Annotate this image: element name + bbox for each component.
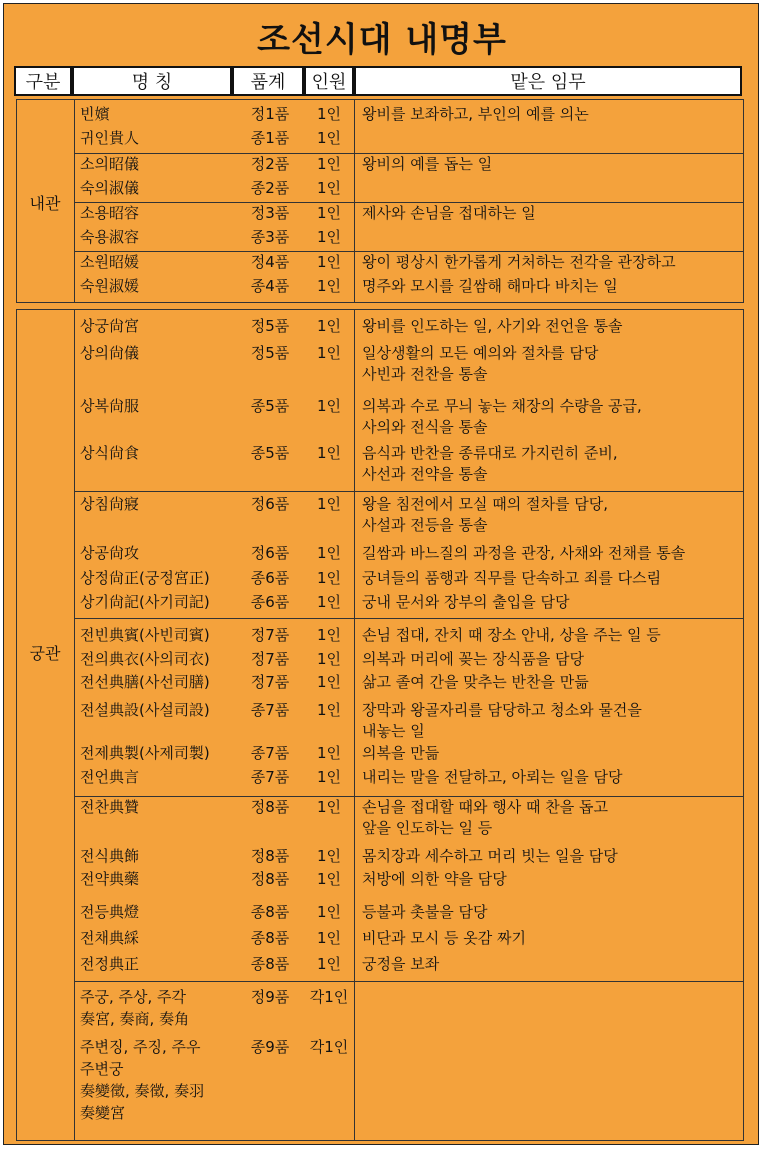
row-name: 상궁尙宮 — [80, 317, 139, 335]
row-rank: 정5품 — [250, 344, 290, 362]
header-duty: 맡은 임무 — [354, 66, 742, 96]
section-label-palace: 궁관 — [29, 644, 61, 663]
row-count: 1인 — [316, 593, 342, 611]
row-duty: 처방에 의한 약을 담당 — [362, 870, 507, 888]
row-name: 전의典衣(사의司衣) — [80, 650, 210, 668]
row-name: 상기尙記(사기司記) — [80, 593, 210, 611]
document-page — [3, 3, 759, 1145]
row-duty: 궁정을 보좌 — [362, 955, 440, 973]
row-rank: 종6품 — [250, 569, 290, 587]
group-divider — [74, 981, 744, 982]
row-rank: 정9품 — [250, 988, 290, 1006]
divider — [354, 309, 355, 1141]
row-rank: 정6품 — [250, 544, 290, 562]
row-name: 소용昭容 — [80, 204, 139, 222]
header-count: 인원 — [304, 66, 354, 96]
row-name: 주변징, 주징, 주우 — [80, 1038, 201, 1056]
row-rank: 정7품 — [250, 650, 290, 668]
row-name: 상정尙正(궁정宮正) — [80, 569, 210, 587]
row-name: 상복尙服 — [80, 397, 139, 415]
row-duty: 음식과 반찬을 종류대로 가지런히 준비, — [362, 444, 618, 462]
row-name: 전등典燈 — [80, 903, 139, 921]
row-count: 1인 — [316, 569, 342, 587]
row-rank: 종7품 — [250, 744, 290, 762]
row-rank: 정8품 — [250, 798, 290, 816]
row-duty: 궁내 문서와 장부의 출입을 담당 — [362, 593, 570, 611]
divider — [74, 309, 75, 1141]
row-name: 상공尙攻 — [80, 544, 139, 562]
row-name: 숙의淑儀 — [80, 179, 139, 197]
row-rank: 종6품 — [250, 593, 290, 611]
row-rank: 종3품 — [250, 228, 290, 246]
row-count: 1인 — [316, 744, 342, 762]
row-duty: 삶고 졸여 간을 맞추는 반찬을 만듦 — [362, 673, 589, 691]
row-name: 奏宮, 奏商, 奏角 — [80, 1010, 190, 1028]
row-count: 1인 — [316, 870, 342, 888]
row-name: 숙원淑媛 — [80, 277, 139, 295]
row-name: 전빈典賓(사빈司賓) — [80, 626, 210, 644]
row-count: 1인 — [316, 179, 342, 197]
row-rank: 종2품 — [250, 179, 290, 197]
row-duty: 일상생활의 모든 예의와 절차를 담당 — [362, 344, 599, 362]
row-duty: 손님을 접대할 때와 행사 때 찬을 돕고 — [362, 798, 608, 816]
row-name: 전식典飾 — [80, 847, 139, 865]
row-duty: 사빈과 전찬을 통솔 — [362, 365, 488, 383]
row-rank: 정8품 — [250, 847, 290, 865]
row-rank: 종8품 — [250, 955, 290, 973]
row-rank: 정4품 — [250, 253, 290, 271]
row-duty: 의복과 머리에 꽂는 장식품을 담당 — [362, 650, 584, 668]
row-duty: 왕비를 인도하는 일, 사기와 전언을 통솔 — [362, 317, 623, 335]
row-count: 1인 — [316, 155, 342, 173]
row-rank: 정7품 — [250, 673, 290, 691]
row-rank: 종7품 — [250, 768, 290, 786]
row-name: 주변궁 — [80, 1060, 124, 1078]
section-label-inner: 내관 — [29, 194, 61, 213]
row-count: 1인 — [316, 397, 342, 415]
row-rank: 정8품 — [250, 870, 290, 888]
row-duty: 왕을 침전에서 모실 때의 절차를 담당, — [362, 495, 608, 513]
row-name: 전찬典贊 — [80, 798, 139, 816]
page-title: 조선시대 내명부 — [257, 20, 507, 60]
row-count: 1인 — [316, 105, 342, 123]
row-count: 1인 — [316, 673, 342, 691]
row-rank: 정2품 — [250, 155, 290, 173]
row-name: 상의尙儀 — [80, 344, 139, 362]
row-name: 전설典設(사설司設) — [80, 701, 210, 719]
row-count: 1인 — [316, 495, 342, 513]
row-count: 1인 — [316, 544, 342, 562]
row-count: 1인 — [316, 929, 342, 947]
row-rank: 정6품 — [250, 495, 290, 513]
row-rank: 정5품 — [250, 317, 290, 335]
row-duty: 왕비의 예를 돕는 일 — [362, 155, 493, 173]
row-name: 상식尙食 — [80, 444, 139, 462]
row-rank: 정1품 — [250, 105, 290, 123]
row-name: 귀인貴人 — [80, 129, 139, 147]
row-duty: 의복을 만듦 — [362, 744, 440, 762]
row-rank: 종8품 — [250, 929, 290, 947]
row-name: 전선典膳(사선司膳) — [80, 673, 210, 691]
row-count: 1인 — [316, 626, 342, 644]
row-rank: 정3품 — [250, 204, 290, 222]
header-name: 명 칭 — [72, 66, 232, 96]
row-count: 1인 — [316, 768, 342, 786]
row-rank: 정7품 — [250, 626, 290, 644]
row-name: 전채典綵 — [80, 929, 139, 947]
row-rank: 종9품 — [250, 1038, 290, 1056]
row-duty: 길쌈과 바느질의 과정을 관장, 사채와 전채를 통솔 — [362, 544, 686, 562]
row-duty: 앞을 인도하는 일 등 — [362, 819, 493, 837]
row-duty: 왕비를 보좌하고, 부인의 예를 의논 — [362, 105, 589, 123]
row-name: 소원昭媛 — [80, 253, 139, 271]
row-count: 1인 — [316, 903, 342, 921]
row-rank: 종1품 — [250, 129, 290, 147]
row-duty: 명주와 모시를 길쌈해 해마다 바치는 일 — [362, 277, 618, 295]
row-name: 빈嬪 — [80, 105, 110, 123]
row-count: 1인 — [316, 317, 342, 335]
row-duty: 왕이 평상시 한가롭게 거처하는 전각을 관장하고 — [362, 253, 676, 271]
row-name: 숙용淑容 — [80, 228, 139, 246]
group-divider — [74, 491, 744, 492]
row-duty: 장막과 왕골자리를 담당하고 청소와 물건을 — [362, 701, 642, 719]
row-count: 1인 — [316, 277, 342, 295]
row-count: 1인 — [316, 955, 342, 973]
row-count: 1인 — [316, 204, 342, 222]
row-rank: 종8품 — [250, 903, 290, 921]
row-count: 1인 — [316, 650, 342, 668]
row-count: 1인 — [316, 228, 342, 246]
divider — [74, 99, 75, 303]
header-rank: 품계 — [232, 66, 304, 96]
row-count: 각1인 — [309, 988, 349, 1006]
row-count: 1인 — [316, 253, 342, 271]
row-duty: 비단과 모시 등 옷감 짜기 — [362, 929, 526, 947]
row-duty: 손님 접대, 잔치 때 장소 안내, 상을 주는 일 등 — [362, 626, 661, 644]
row-name: 전정典正 — [80, 955, 139, 973]
row-name: 奏變徵, 奏徵, 奏羽 — [80, 1082, 205, 1100]
row-rank: 종4품 — [250, 277, 290, 295]
row-duty: 내놓는 일 — [362, 722, 425, 740]
row-rank: 종7품 — [250, 701, 290, 719]
row-duty: 등불과 촛불을 담당 — [362, 903, 488, 921]
row-rank: 종5품 — [250, 397, 290, 415]
row-count: 1인 — [316, 344, 342, 362]
row-count: 1인 — [316, 798, 342, 816]
row-name: 주궁, 주상, 주각 — [80, 988, 187, 1006]
row-count: 1인 — [316, 129, 342, 147]
header-category: 구분 — [14, 66, 72, 96]
row-duty: 궁녀들의 품행과 직무를 단속하고 죄를 다스림 — [362, 569, 662, 587]
row-duty: 제사와 손님을 접대하는 일 — [362, 204, 536, 222]
row-count: 1인 — [316, 444, 342, 462]
row-name: 전약典藥 — [80, 870, 139, 888]
row-duty: 내리는 말을 전달하고, 아뢰는 일을 담당 — [362, 768, 623, 786]
row-duty: 사선과 전약을 통솔 — [362, 465, 488, 483]
row-count: 1인 — [316, 701, 342, 719]
row-duty: 사의와 전식을 통솔 — [362, 418, 488, 436]
row-duty: 의복과 수로 무늬 놓는 채장의 수량을 공급, — [362, 397, 642, 415]
row-rank: 종5품 — [250, 444, 290, 462]
group-divider — [74, 618, 744, 619]
row-name: 전언典言 — [80, 768, 139, 786]
row-duty: 몸치장과 세수하고 머리 빗는 일을 담당 — [362, 847, 618, 865]
row-duty: 사설과 전등을 통솔 — [362, 516, 488, 534]
row-count: 1인 — [316, 847, 342, 865]
row-name: 전제典製(사제司製) — [80, 744, 210, 762]
row-count: 각1인 — [309, 1038, 349, 1056]
row-name: 소의昭儀 — [80, 155, 139, 173]
row-name: 奏變宮 — [80, 1104, 126, 1122]
divider — [354, 99, 355, 303]
row-name: 상침尙寢 — [80, 495, 139, 513]
